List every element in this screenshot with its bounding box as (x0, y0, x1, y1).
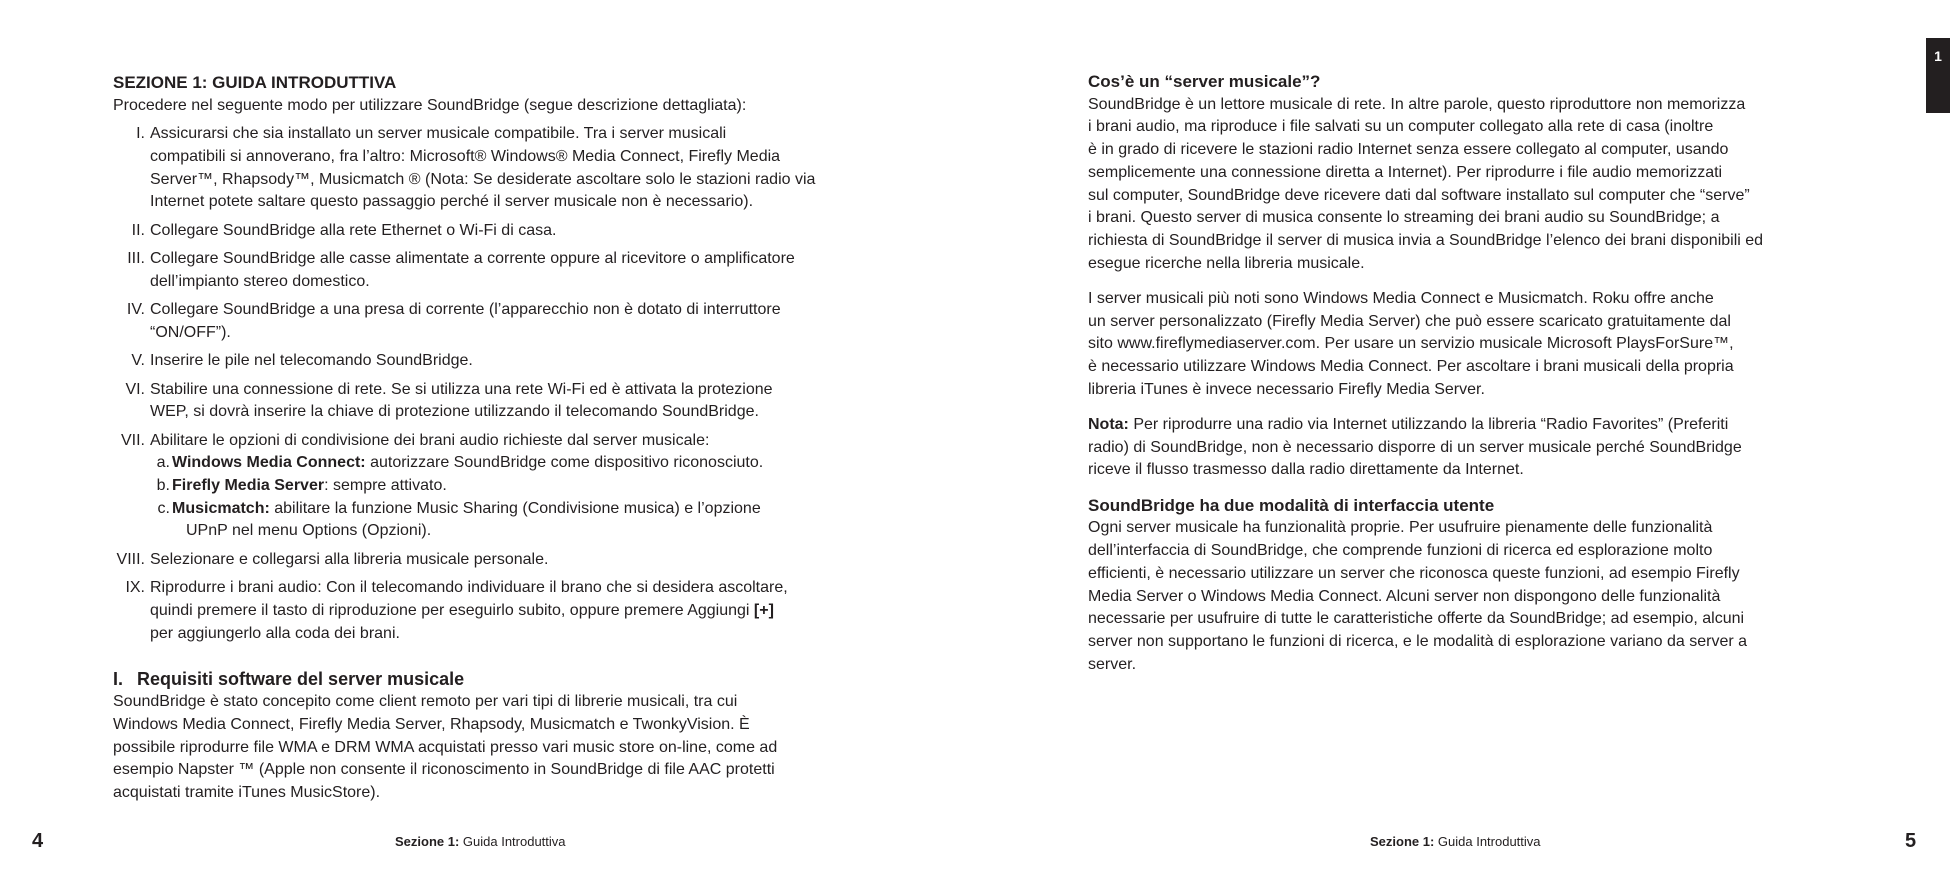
item-number: VIII. (116, 550, 145, 568)
text-line (1088, 414, 1868, 437)
text-line: Riprodurre i brani audio: Con il telecomando individuare il brano che si desidera ascoltare, (150, 579, 788, 597)
text-line: I server musicali più noti sono Windows Media Connect e Musicmatch. Roku offre anche (1088, 289, 1714, 307)
sub-item (150, 498, 873, 543)
text-line: Collegare SoundBridge alle casse alimentate a corrente oppure al ricevitore o amplificatore (150, 249, 795, 267)
text-line: Media Server o Windows Media Connect. Alcuni server non dispongono delle funzionalità (1088, 587, 1721, 605)
list-item (113, 220, 873, 243)
text-line: Abilitare le opzioni di condivisione dei brani audio richieste dal server musicale: (150, 431, 710, 449)
text-line: i brani. Questo server di musica consente lo streaming dei brani audio su SoundBridge; a (1088, 209, 1720, 227)
text-line: esempio Napster ™ (Apple non consente il riconoscimento in SoundBridge di file AAC protetti (113, 761, 775, 779)
subsection-heading (113, 667, 873, 691)
sub-item (150, 452, 873, 475)
text-line: “ON/OFF”). (150, 323, 231, 341)
text-line: WEP, si dovrà inserire la chiave di protezione utilizzando il telecomando SoundBridge. (150, 403, 759, 421)
text-line: dell’interfaccia di SoundBridge, che comprende funzioni di ricerca ed esplorazione molto (1088, 542, 1713, 560)
paragraph (1088, 94, 1868, 276)
intro-text: Procedere nel seguente modo per utilizzare SoundBridge (segue descrizione dettagliata): (113, 96, 747, 114)
list-item (113, 549, 873, 572)
text-line: sul computer, SoundBridge deve ricevere dati dal software installato sul computer che “serve” (1088, 186, 1750, 204)
text-line: Windows Media Connect, Firefly Media Server, Rhapsody, Musicmatch e TwonkyVision. È (113, 716, 750, 734)
item-number: II. (131, 221, 145, 239)
text-segment: Windows Media Connect: (172, 454, 366, 472)
text-segment: Firefly Media Server (172, 477, 325, 495)
sub-item (150, 475, 873, 498)
interface-heading: SoundBridge ha due modalità di interfaccia utente (1088, 495, 1495, 515)
page-number-right: 5 (1905, 830, 1917, 852)
text-segment: [+] (753, 601, 774, 619)
text-line: necessarie per usufruire di tutte le caratteristiche offerte da SoundBridge; ad esempio, alcuni (1088, 610, 1745, 628)
page-number-left: 4 (32, 830, 44, 852)
right-paragraphs (1088, 94, 1868, 482)
text-line: SoundBridge è stato concepito come client remoto per vari tipi di librerie musicali, tra cui (113, 693, 738, 711)
list-item (113, 248, 873, 293)
text-line: per aggiungerlo alla coda dei brani. (150, 624, 400, 642)
text-line (150, 600, 873, 623)
section-heading: SEZIONE 1: GUIDA INTRODUTTIVA (113, 73, 397, 92)
list-item (113, 123, 873, 214)
item-number: V. (131, 352, 145, 370)
text-line: Assicurarsi che sia installato un server musicale compatibile. Tra i server musicali (150, 125, 727, 143)
text-line: Collegare SoundBridge a una presa di corrente (l’apparecchio non è dotato di interruttore (150, 301, 781, 319)
text-line (172, 498, 873, 521)
right-page (1088, 71, 1868, 676)
list-item (113, 430, 873, 544)
footer-bold: Sezione 1: (395, 834, 460, 849)
item-number: III. (127, 249, 145, 267)
text-segment: Nota: (1088, 416, 1129, 434)
item-number: I. (136, 125, 145, 143)
list-item (113, 350, 873, 373)
text-line: efficienti, è necessario utilizzare un server che riconosca queste funzioni, ad esempio Firefly (1088, 564, 1740, 582)
text-line: Selezionare e collegarsi alla libreria musicale personale. (150, 550, 549, 568)
text-line: è in grado di ricevere le stazioni radio Internet senza essere collegato al computer, usando (1088, 141, 1729, 159)
text-line (172, 452, 873, 475)
text-segment: Per riprodurre una radio via Internet utilizzando la libreria “Radio Favorites” (Preferiti (1128, 416, 1729, 434)
left-page (113, 72, 873, 805)
text-line: Stabilire una connessione di rete. Se si utilizza una rete Wi-Fi ed è attivata la protezione (150, 380, 773, 398)
steps-list (113, 123, 873, 645)
text-line: Ogni server musicale ha funzionalità proprie. Per usufruire pienamente delle funzionalità (1088, 519, 1713, 537)
text-line: SoundBridge è un lettore musicale di rete. In altre parole, questo riproduttore non memorizza (1088, 95, 1746, 113)
subsection-title: Requisiti software del server musicale (137, 669, 465, 690)
text-line: un server personalizzato (Firefly Media Server) che può essere scaricato gratuitamente dal (1088, 312, 1731, 330)
text-line: possibile riprodurre file WMA e DRM WMA acquistati presso vari music store on-line, come ad (113, 738, 778, 756)
item-number: IX. (125, 579, 145, 597)
interface-paragraph (1088, 517, 1868, 676)
text-line: UPnP nel menu Options (Opzioni). (186, 522, 432, 540)
item-number: VII. (120, 431, 145, 449)
footer-text: Guida Introduttiva (1434, 834, 1541, 849)
text-line: server non supportano le funzioni di ricerca, e le modalità di esplorazione variano da server a (1088, 632, 1748, 650)
paragraph (1088, 414, 1868, 482)
text-line: è necessario utilizzare Windows Media Connect. Per ascoltare i brani musicali della propria (1088, 358, 1734, 376)
list-item (113, 299, 873, 344)
item-number: VI. (125, 380, 145, 398)
paragraph (1088, 288, 1868, 402)
text-line: acquistati tramite iTunes MusicStore). (113, 784, 381, 802)
text-line: Server™, Rhapsody™, Musicmatch ® (Nota: Se desiderate ascoltare solo le stazioni radio via (150, 170, 816, 188)
sub-item-letter: a. (156, 454, 170, 472)
footer-left (395, 834, 566, 849)
question-heading: Cos’è un “server musicale”? (1088, 72, 1321, 91)
text-line: Collegare SoundBridge alla rete Ethernet o Wi-Fi di casa. (150, 221, 557, 239)
subsection-body (113, 691, 873, 805)
text-line: radio) di SoundBridge, non è necessario disporre di un server musicale perché SoundBridge (1088, 438, 1742, 456)
text-line: sito www.fireflymediaserver.com. Per usare un servizio musicale Microsoft PlaysForSure™, (1088, 335, 1734, 353)
text-segment: quindi premere il tasto di riproduzione per eseguirlo subito, oppure premere Aggiungi (150, 601, 754, 619)
subsection-number: I. (113, 669, 124, 690)
text-line: esegue ricerche nella libreria musicale. (1088, 254, 1365, 272)
text-line: semplicemente una connessione diretta a Internet). Per riprodurre i file audio memorizzati (1088, 163, 1723, 181)
text-line: libreria iTunes è invece necessario Firefly Media Server. (1088, 380, 1485, 398)
chapter-tab: 1 (1926, 38, 1950, 113)
text-line: compatibili si annoverano, fra l’altro: Microsoft® Windows® Media Connect, Firefly Media (150, 147, 781, 165)
list-item (113, 379, 873, 424)
text-segment: autorizzare SoundBridge come dispositivo riconosciuto. (365, 454, 764, 472)
text-line: server. (1088, 655, 1137, 673)
text-line: Inserire le pile nel telecomando SoundBridge. (150, 352, 473, 370)
text-segment: abilitare la funzione Music Sharing (Condivisione musica) e l’opzione (269, 499, 761, 517)
sub-item-letter: c. (157, 499, 170, 517)
text-line: dell’impianto stereo domestico. (150, 272, 370, 290)
footer-bold: Sezione 1: (1370, 834, 1435, 849)
text-line (172, 475, 873, 498)
footer-text: Guida Introduttiva (459, 834, 566, 849)
sub-item-letter: b. (156, 477, 170, 495)
footer-right (1370, 834, 1541, 849)
text-segment: : sempre attivato. (324, 477, 447, 495)
text-segment: Musicmatch: (172, 499, 270, 517)
text-line: Internet potete saltare questo passaggio perché il server musicale non è necessario). (150, 193, 754, 211)
text-line: richiesta di SoundBridge il server di musica invia a SoundBridge l’elenco dei brani disponibili ed (1088, 231, 1764, 249)
list-item (113, 577, 873, 645)
text-line: riceve il flusso trasmesso dalla radio direttamente da Internet. (1088, 461, 1524, 479)
item-number: IV. (126, 301, 145, 319)
text-line: i brani audio, ma riproduce i file salvati su un computer collegato alla rete di casa (inoltre (1088, 118, 1714, 136)
